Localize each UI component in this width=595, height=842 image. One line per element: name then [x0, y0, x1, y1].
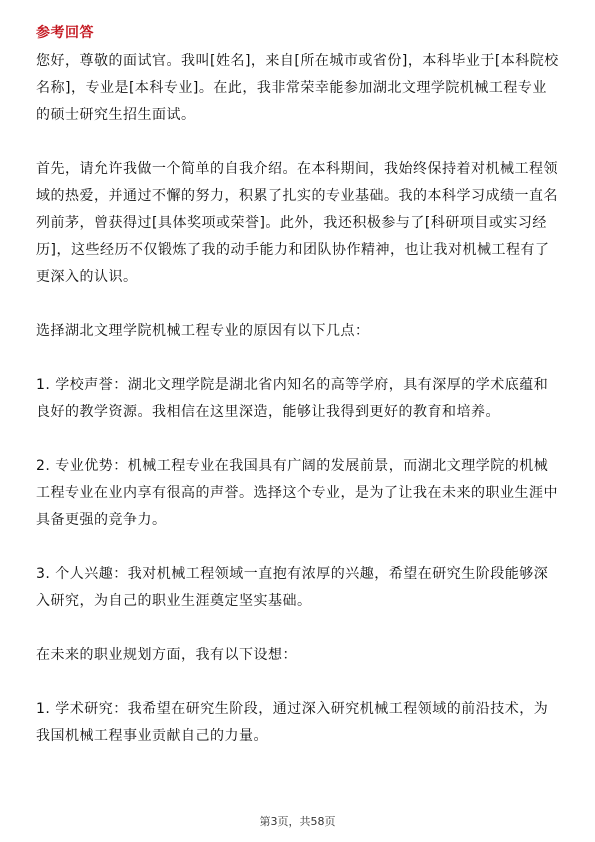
page-number: 第3页，共58页	[259, 815, 336, 828]
paragraph-greeting: 您好，尊敬的面试官。我叫[姓名]，来自[所在城市或省份]，本科毕业于[本科院校名称]，专业是[本科专业]。在此，我非常荣幸能参加湖北文理学院机械工程专业的硕士研究生招生面试。	[36, 53, 559, 123]
paragraph-plan-research: 1. 学术研究：我希望在研究生阶段，通过深入研究机械工程领域的前沿技术，为我国机械工程事业贡献自己的力量。	[36, 701, 549, 744]
paragraph-reason-school: 1. 学校声誉：湖北文理学院是湖北省内知名的高等学府，具有深厚的学术底蕴和良好的教学资源。我相信在这里深造，能够让我得到更好的教育和培养。	[36, 377, 549, 420]
paragraph-reason-interest: 3. 个人兴趣：我对机械工程领域一直抱有浓厚的兴趣，希望在研究生阶段能够深入研究，为自己的职业生涯奠定坚实基础。	[36, 566, 549, 609]
paragraph-reason-major: 2. 专业优势：机械工程专业在我国具有广阔的发展前景，而湖北文理学院的机械工程专业在业内享有很高的声誉。选择这个专业，是为了让我在未来的职业生涯中具备更强的竞争力。	[36, 458, 558, 528]
document-body	[36, 48, 559, 750]
paragraph-reasons-intro: 选择湖北文理学院机械工程专业的原因有以下几点：	[36, 323, 370, 339]
paragraph-self-intro: 首先，请允许我做一个简单的自我介绍。在本科期间，我始终保持着对机械工程领域的热爱，并通过不懈的努力，积累了扎实的专业基础。我的本科学习成绩一直名列前茅，曾获得过[具体奖项或荣誉]。此外，我还积极参与了[科研项目或实习经历]，这些经历不仅锻炼了我的动手能力和团队协作精神，也让我对机械工程有了更深入的认识。	[36, 161, 558, 285]
paragraph-plan-intro: 在未来的职业规划方面，我有以下设想：	[36, 647, 297, 663]
section-heading: 参考回答	[36, 25, 94, 41]
